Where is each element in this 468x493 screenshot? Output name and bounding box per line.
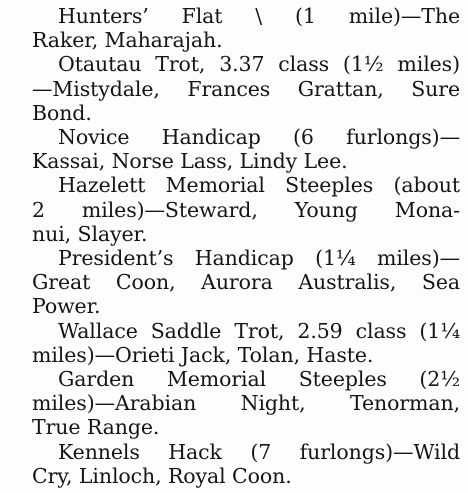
result-line: Garden Memorial Steeples (2½ — [58, 367, 460, 392]
result-line: Cry, Linloch, Royal Coon. — [32, 463, 292, 488]
result-line: Kennels Hack (7 furlongs)—Wild — [58, 439, 460, 464]
result-line: Novice Handicap (6 furlongs)— — [58, 125, 460, 150]
race-result-wallace-saddle-trot — [6, 319, 460, 367]
result-line: Raker, Maharajah. — [32, 28, 223, 53]
result-line: miles)—Orieti Jack, Tolan, Haste. — [32, 342, 374, 367]
result-line: —Mistydale, Frances Grattan, Sure — [32, 76, 460, 101]
result-line: Otautau Trot, 3.37 class (1½ miles) — [58, 52, 460, 77]
result-line: 2 miles)—Steward, Young Mona- — [32, 197, 460, 222]
result-line: Bond. — [32, 100, 92, 125]
result-line: True Range. — [32, 415, 160, 440]
race-result-kennels-hack — [6, 440, 460, 488]
race-result-otautau-trot — [6, 52, 460, 125]
result-line: Power. — [32, 294, 101, 319]
result-line: Kassai, Norse Lass, Lindy Lee. — [32, 149, 348, 174]
result-line: President’s Handicap (1¼ miles)— — [58, 246, 460, 271]
race-result-presidents-handicap — [6, 246, 460, 319]
result-line: Hazelett Memorial Steeples (about — [58, 173, 460, 198]
result-line: nui, Slayer. — [32, 221, 148, 246]
result-line: Wallace Saddle Trot, 2.59 class (1¼ — [58, 318, 460, 343]
race-result-hazelett-memorial-steeples — [6, 173, 460, 246]
result-line: Hunters’ Flat \ (1 mile)—The — [58, 4, 460, 28]
race-result-garden-memorial-steeples — [6, 367, 460, 440]
result-line: miles)—Arabian Night, Tenorman, — [32, 391, 460, 416]
race-result-novice-handicap — [6, 125, 460, 173]
race-result-hunters-flat — [6, 4, 460, 52]
result-line: Great Coon, Aurora Australis, Sea — [32, 270, 460, 295]
